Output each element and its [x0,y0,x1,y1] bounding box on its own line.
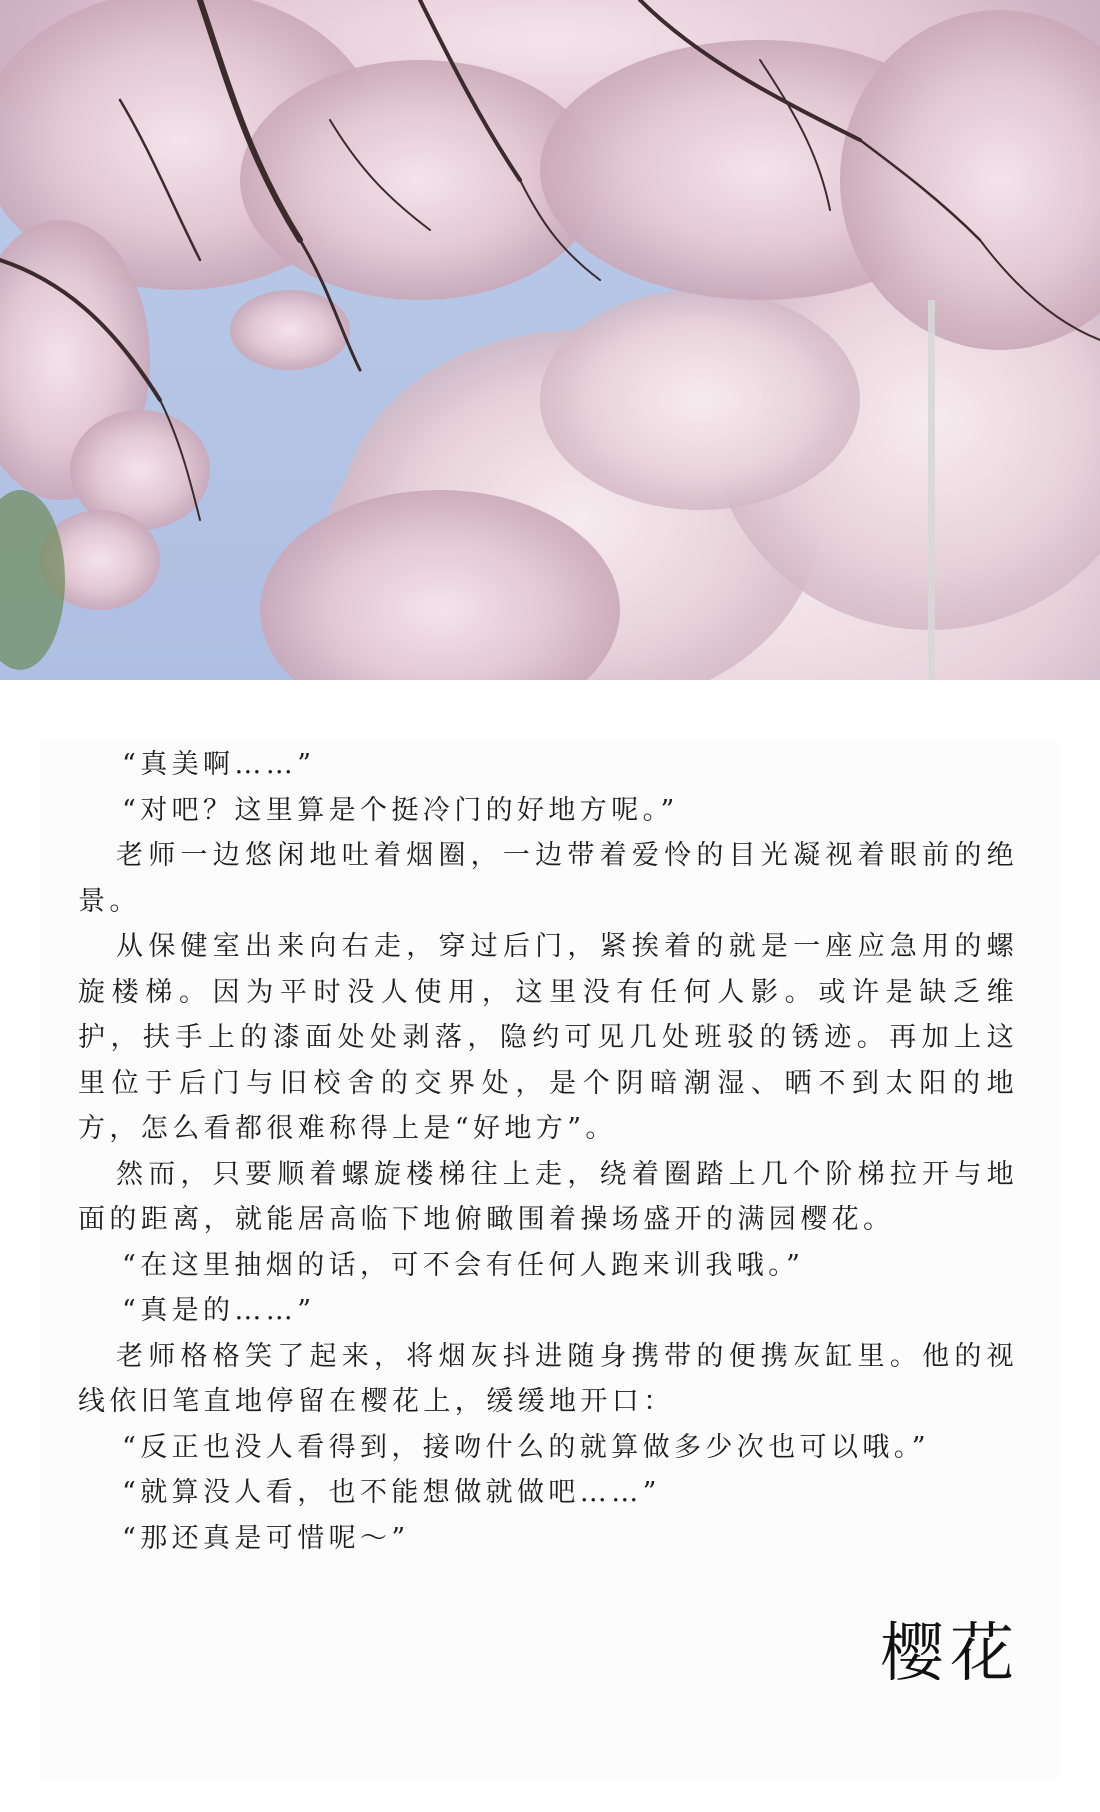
story-paragraph-2: “对吧？这里算是个挺冷门的好地方呢。” [122,794,679,826]
story-paragraph-4: 从保健室出来向右走，穿过后门，紧挨着的就是一座应急用的螺旋楼梯。因为平时没人使用，这里没有任何人影。或许是缺乏维护，扶手上的漆面处处剥落，隐约可见几处班驳的锈迹。再加上这里位于后门与旧校舍的交界处，是个阴暗潮湿、晒不到太阳的地方，怎么看都很难称得上是“好地方”。 [78,931,1018,1144]
story-paragraph-7: “真是的……” [122,1295,316,1326]
story-paragraph-3: 老师一边悠闲地吐着烟圈，一边带着爱怜的目光凝视着眼前的绝景。 [78,840,1018,917]
story-paragraph-1: “真美啊……” [122,749,316,780]
story-paragraph-6: “在这里抽烟的话，可不会有任何人跑来训我哦。” [122,1249,805,1281]
story-paragraph-8: 老师格格笑了起来，将烟灰抖进随身携带的便携灰缸里。他的视线依旧笔直地停留在樱花上，缓缓地开口： [78,1340,1018,1417]
story-paragraph-5: 然而，只要顺着螺旋楼梯往上走，绕着圈踏上几个阶梯拉开与地面的距离，就能居高临下地俯瞰围着操场盛开的满园樱花。 [78,1158,1018,1235]
signature-title: 樱花 [880,1617,1020,1691]
story-paragraph-10: “就算没人看，也不能想做就做吧……” [122,1477,661,1508]
story-paragraph-11: “那还真是可惜呢～” [122,1522,410,1554]
story-paragraph-9: “反正也没人看得到，接吻什么的就算做多少次也可以哦。” [122,1431,930,1463]
cherry-blossom-illustration [0,0,1100,680]
cherry-blossom-photo [0,0,1100,680]
story-text [78,742,1018,1561]
